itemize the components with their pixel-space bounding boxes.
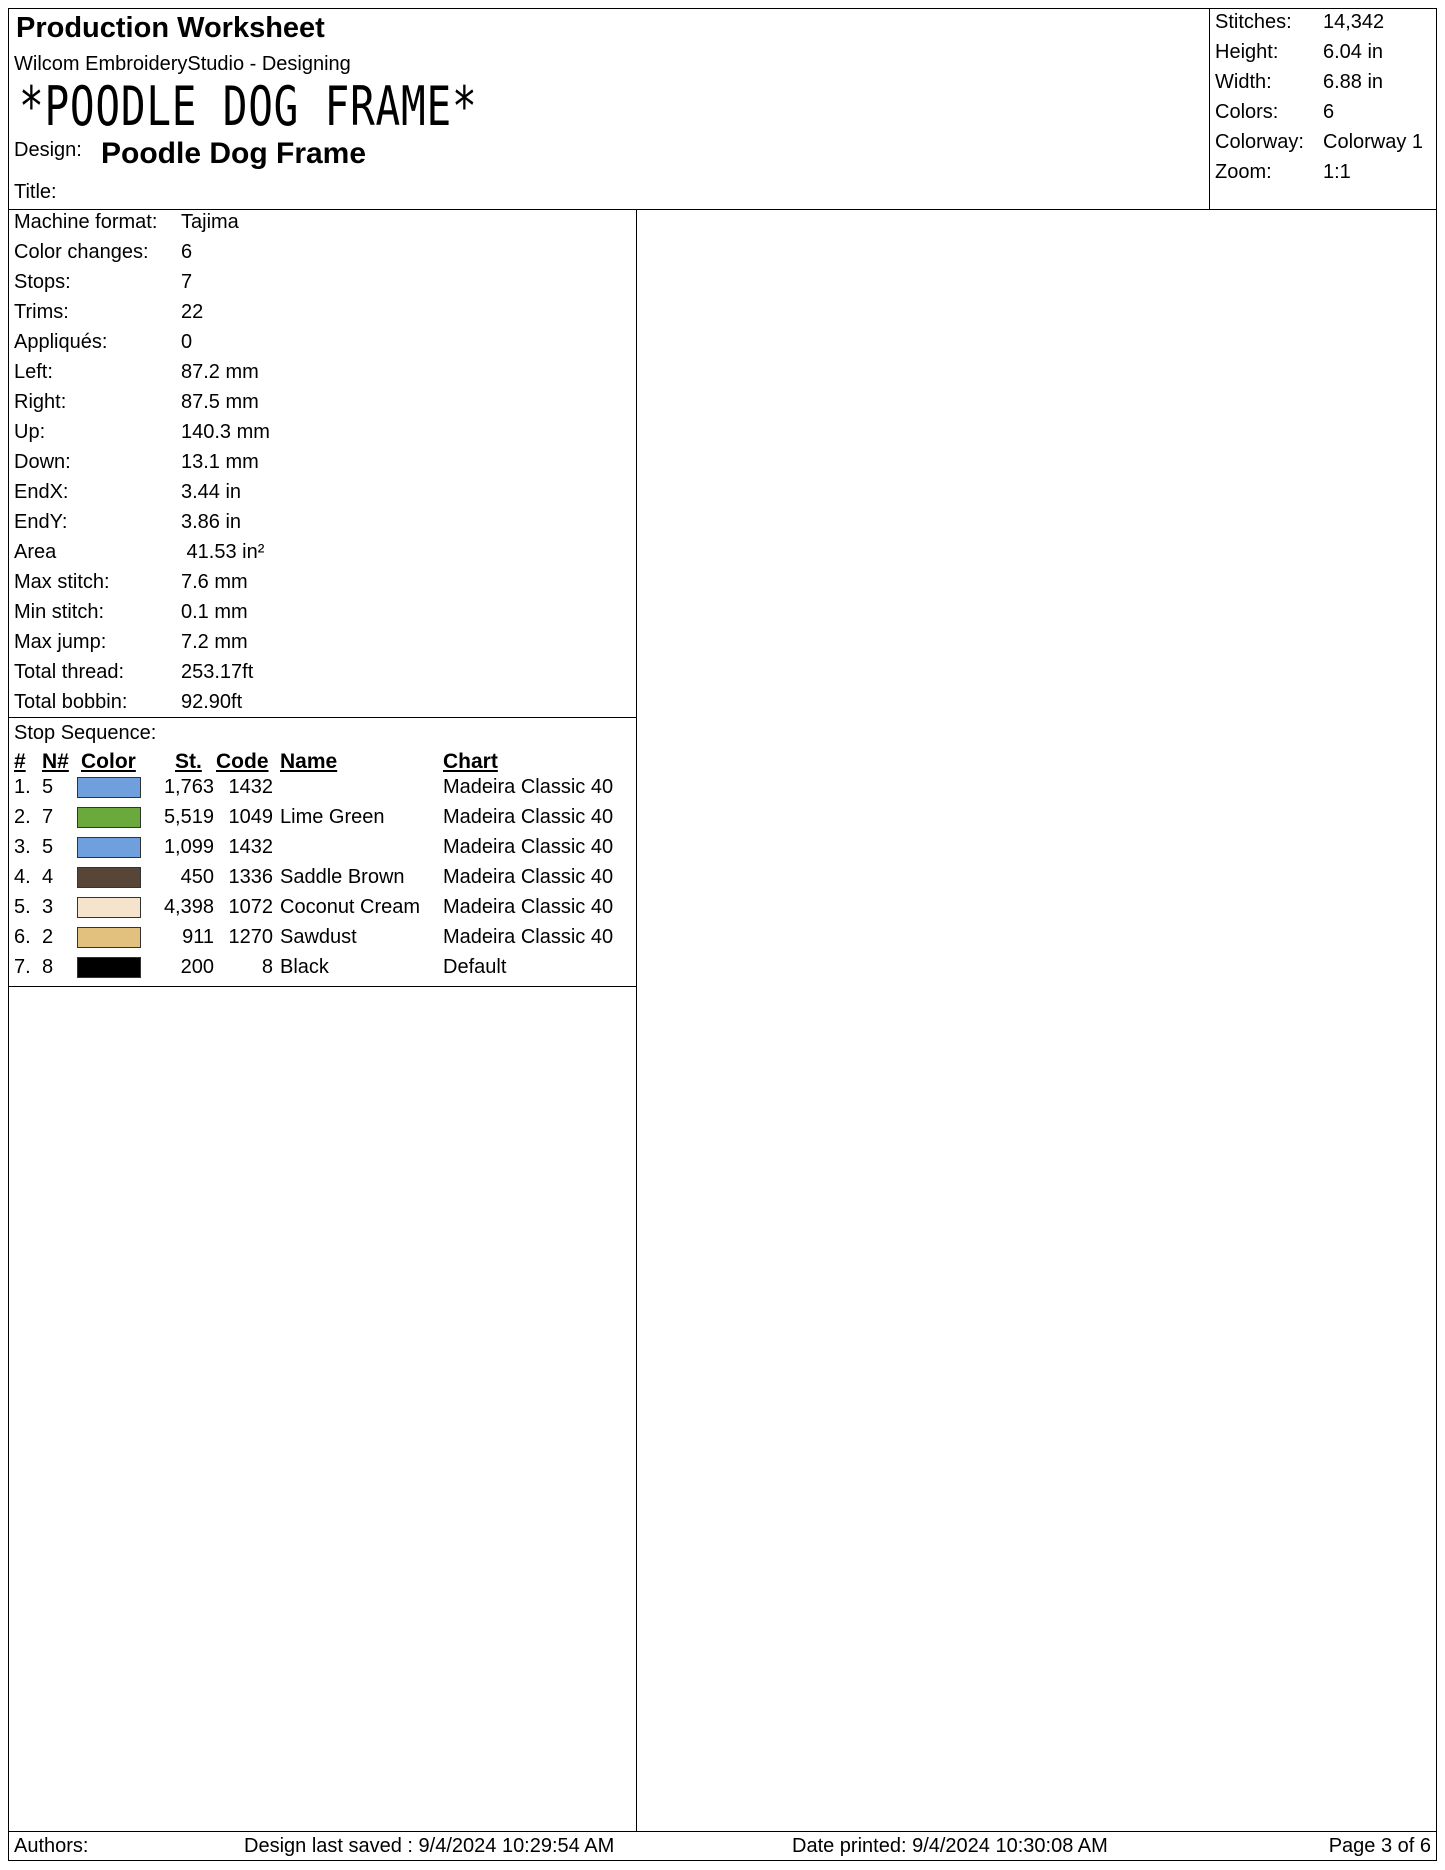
- info-value: 87.2 mm: [181, 361, 259, 383]
- summary-value: 1:1: [1323, 161, 1351, 183]
- info-value: 140.3 mm: [181, 421, 270, 443]
- summary-label: Stitches:: [1215, 11, 1292, 33]
- summary-value: 14,342: [1323, 11, 1385, 33]
- info-value: 6: [181, 241, 193, 263]
- row-needle: 4: [42, 866, 54, 888]
- color-swatch: [77, 777, 141, 798]
- summary-value: Colorway 1: [1323, 131, 1424, 153]
- col-header-chart: Chart: [443, 750, 498, 773]
- summary-value: 6.88 in: [1323, 71, 1384, 93]
- stop-sequence-title: Stop Sequence:: [14, 722, 157, 744]
- color-swatch: [77, 867, 141, 888]
- info-label: Right:: [14, 391, 67, 413]
- color-swatch: [77, 837, 141, 858]
- footer-date-printed: Date printed: 9/4/2024 10:30:08 AM: [792, 1835, 1108, 1857]
- row-chart: Madeira Classic 40: [443, 776, 614, 798]
- row-number: 7.: [14, 956, 31, 978]
- color-swatch: [77, 927, 141, 948]
- row-chart: Madeira Classic 40: [443, 926, 614, 948]
- software-name: Wilcom EmbroideryStudio - Designing: [14, 53, 351, 75]
- summary-label: Colorway:: [1215, 131, 1304, 153]
- info-value: 3.86 in: [181, 511, 242, 533]
- col-header-stitches: St.: [175, 750, 202, 773]
- col-header-color: Color: [81, 750, 136, 773]
- info-value: 87.5 mm: [181, 391, 259, 413]
- summary-value: 6: [1323, 101, 1335, 123]
- row-needle: 5: [42, 776, 54, 798]
- summary-label: Colors:: [1215, 101, 1279, 123]
- color-swatch: [77, 897, 141, 918]
- info-label: Down:: [14, 451, 71, 473]
- table-row: [9, 776, 636, 806]
- row-stitches: 911: [182, 926, 214, 948]
- info-value: Tajima: [181, 211, 239, 233]
- worksheet-title: Production Worksheet: [16, 12, 325, 44]
- design-name-large: *POODLE DOG FRAME*: [19, 75, 478, 138]
- row-number: 5.: [14, 896, 31, 918]
- row-code: 1432: [228, 836, 273, 858]
- footer-last-saved: Design last saved : 9/4/2024 10:29:54 AM: [244, 1835, 615, 1857]
- machine-info: [9, 209, 636, 718]
- table-row: [9, 836, 636, 866]
- design-value: Poodle Dog Frame: [101, 137, 367, 170]
- row-stitches: 4,398: [163, 896, 214, 918]
- worksheet-page: [8, 8, 1437, 1861]
- table-row: [9, 866, 636, 896]
- row-stitches: 450: [180, 866, 214, 888]
- row-code: 1336: [228, 866, 273, 888]
- footer-page-number: Page 3 of 6: [1328, 1835, 1431, 1857]
- info-value: 7.6 mm: [181, 571, 248, 593]
- row-chart: Madeira Classic 40: [443, 866, 614, 888]
- info-value: 0: [181, 331, 193, 353]
- table-row: [9, 926, 636, 956]
- row-number: 2.: [14, 806, 31, 828]
- summary-label: Width:: [1215, 71, 1272, 93]
- row-chart: Default: [443, 956, 507, 978]
- info-label: Left:: [14, 361, 53, 383]
- info-label: Max jump:: [14, 631, 107, 653]
- info-label: Max stitch:: [14, 571, 110, 593]
- title-label: Title:: [14, 181, 57, 203]
- info-label: Stops:: [14, 271, 71, 293]
- info-value: 0.1 mm: [181, 601, 248, 623]
- row-name: Coconut Cream: [280, 896, 421, 918]
- summary-label: Height:: [1215, 41, 1279, 63]
- details-column: [9, 209, 637, 1831]
- info-label: Trims:: [14, 301, 69, 323]
- row-number: 4.: [14, 866, 31, 888]
- row-stitches: 5,519: [163, 806, 214, 828]
- col-header-number: #: [14, 750, 26, 773]
- info-label: EndX:: [14, 481, 69, 503]
- summary-value: 6.04 in: [1323, 41, 1384, 63]
- row-number: 1.: [14, 776, 31, 798]
- row-stitches: 1,099: [163, 836, 214, 858]
- row-code: 1432: [228, 776, 273, 798]
- stop-sequence: [9, 718, 636, 987]
- row-needle: 3: [42, 896, 54, 918]
- table-row: [9, 806, 636, 836]
- row-needle: 8: [42, 956, 54, 978]
- info-label: Min stitch:: [14, 601, 105, 623]
- row-name: Lime Green: [280, 806, 385, 828]
- info-label: Appliqués:: [14, 331, 108, 353]
- row-code: 1270: [228, 926, 273, 948]
- info-value: 13.1 mm: [181, 451, 259, 473]
- color-swatch: [77, 957, 141, 978]
- col-header-name: Name: [280, 750, 338, 773]
- info-value: 92.90ft: [181, 691, 243, 713]
- row-chart: Madeira Classic 40: [443, 836, 614, 858]
- info-value: 41.53 in²: [181, 541, 265, 563]
- info-value: 253.17ft: [181, 661, 254, 683]
- color-swatch: [77, 807, 141, 828]
- info-value: 7.2 mm: [181, 631, 248, 653]
- design-label: Design:: [14, 139, 82, 161]
- table-row: [9, 896, 636, 926]
- footer-authors: Authors:: [14, 1835, 89, 1857]
- info-label: Area: [14, 541, 57, 563]
- worksheet-footer: [9, 1831, 1436, 1861]
- row-number: 3.: [14, 836, 31, 858]
- row-stitches: 200: [180, 956, 214, 978]
- info-value: 3.44 in: [181, 481, 242, 503]
- row-needle: 5: [42, 836, 54, 858]
- row-number: 6.: [14, 926, 31, 948]
- col-header-code: Code: [216, 750, 269, 773]
- info-label: Color changes:: [14, 241, 149, 263]
- info-label: EndY:: [14, 511, 68, 533]
- summary-label: Zoom:: [1215, 161, 1272, 183]
- row-needle: 2: [42, 926, 54, 948]
- summary-panel: [1209, 9, 1437, 209]
- row-needle: 7: [42, 806, 54, 828]
- row-stitches: 1,763: [163, 776, 214, 798]
- info-label: Total bobbin:: [14, 691, 128, 713]
- table-row: [9, 956, 636, 986]
- header-left: [9, 9, 1209, 209]
- info-label: Total thread:: [14, 661, 125, 683]
- row-code: 8: [261, 956, 273, 978]
- info-value: 7: [181, 271, 193, 293]
- row-chart: Madeira Classic 40: [443, 806, 614, 828]
- row-code: 1072: [228, 896, 273, 918]
- info-label: Machine format:: [14, 211, 158, 233]
- row-code: 1049: [228, 806, 273, 828]
- info-label: Up:: [14, 421, 46, 443]
- row-name: Black: [280, 956, 329, 978]
- worksheet-header: [9, 9, 1436, 210]
- row-name: Sawdust: [280, 926, 357, 948]
- row-chart: Madeira Classic 40: [443, 896, 614, 918]
- row-name: Saddle Brown: [280, 866, 405, 888]
- info-value: 22: [181, 301, 204, 323]
- col-header-needle: N#: [42, 750, 69, 773]
